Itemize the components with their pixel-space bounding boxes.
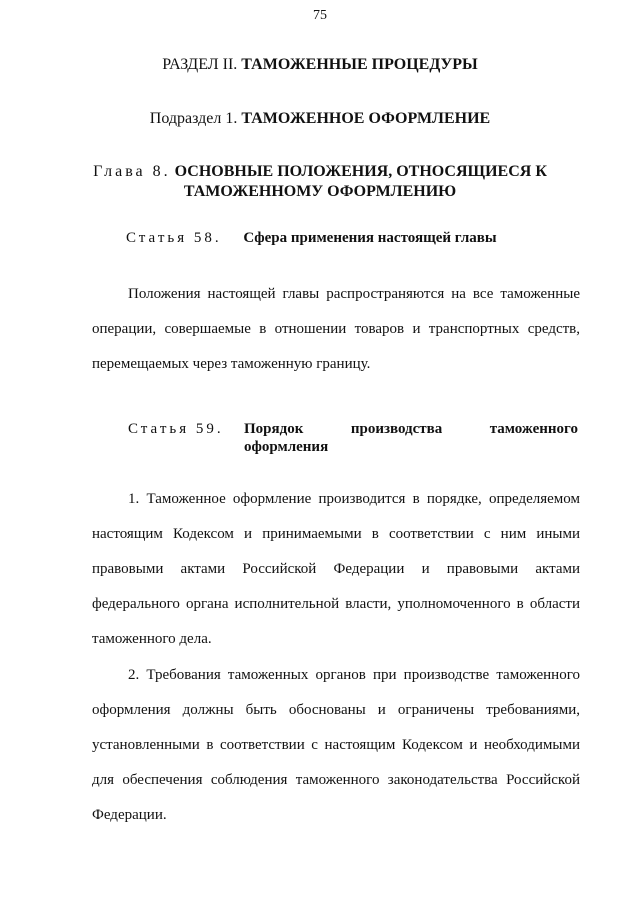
article-58-heading [126,230,497,247]
article-59-paragraph-2: 2. Требования таможенных органов при производстве таможенного оформления должны быть обоснованы и ограничены требованиями, установленными в соответствии с настоящим Кодексом и необходимыми для обеспечения соблюдения таможенного законодательства Российской Федерации. [92,667,580,823]
chapter-prefix: Глава 8. [93,163,171,180]
article-59-title [244,420,578,456]
chapter-title-line2: ТАМОЖЕННОМУ ОФОРМЛЕНИЮ [183,183,457,200]
article-59-title-line2: оформления [244,439,329,455]
article-58-paragraph: Положения настоящей главы распространяются на все таможенные операции, совершаемые в отношении товаров и транспортных средств, перемещаемых через таможенную границу. [92,286,580,372]
subsection-prefix: Подраздел 1. [149,110,238,127]
article-59-title-line1 [244,420,578,438]
article-59-paragraph-1: 1. Таможенное оформление производится в порядке, определяемом настоящим Кодексом и принимаемыми в соответствии с ним иными правовыми актами Российской Федерации и правовыми актами федерального органа исполнительной власти, уполномоченного в области таможенного дела. [92,491,580,647]
article-59-title-word2: производства [350,421,443,437]
section-title: ТАМОЖЕННЫЕ ПРОЦЕДУРЫ [241,56,478,73]
article-59-label: Статья 59. [128,421,224,437]
page-number: 75 [313,8,327,23]
chapter-heading-line1 [90,162,550,182]
article-59-title-word3: таможенного [489,421,578,437]
chapter-title-line1: ОСНОВНЫЕ ПОЛОЖЕНИЯ, ОТНОСЯЩИЕСЯ К [174,163,547,180]
article-59-title-word1: Порядок [244,421,304,437]
section-prefix: РАЗДЕЛ II. [162,56,238,73]
subsection-heading [0,110,640,128]
article-58-title: Сфера применения настоящей главы [243,230,497,246]
chapter-heading [90,162,550,202]
article-58-label: Статья 58. [126,230,222,246]
section-heading [0,56,640,74]
subsection-title: ТАМОЖЕННОЕ ОФОРМЛЕНИЕ [241,110,491,127]
chapter-heading-line2 [90,182,550,202]
